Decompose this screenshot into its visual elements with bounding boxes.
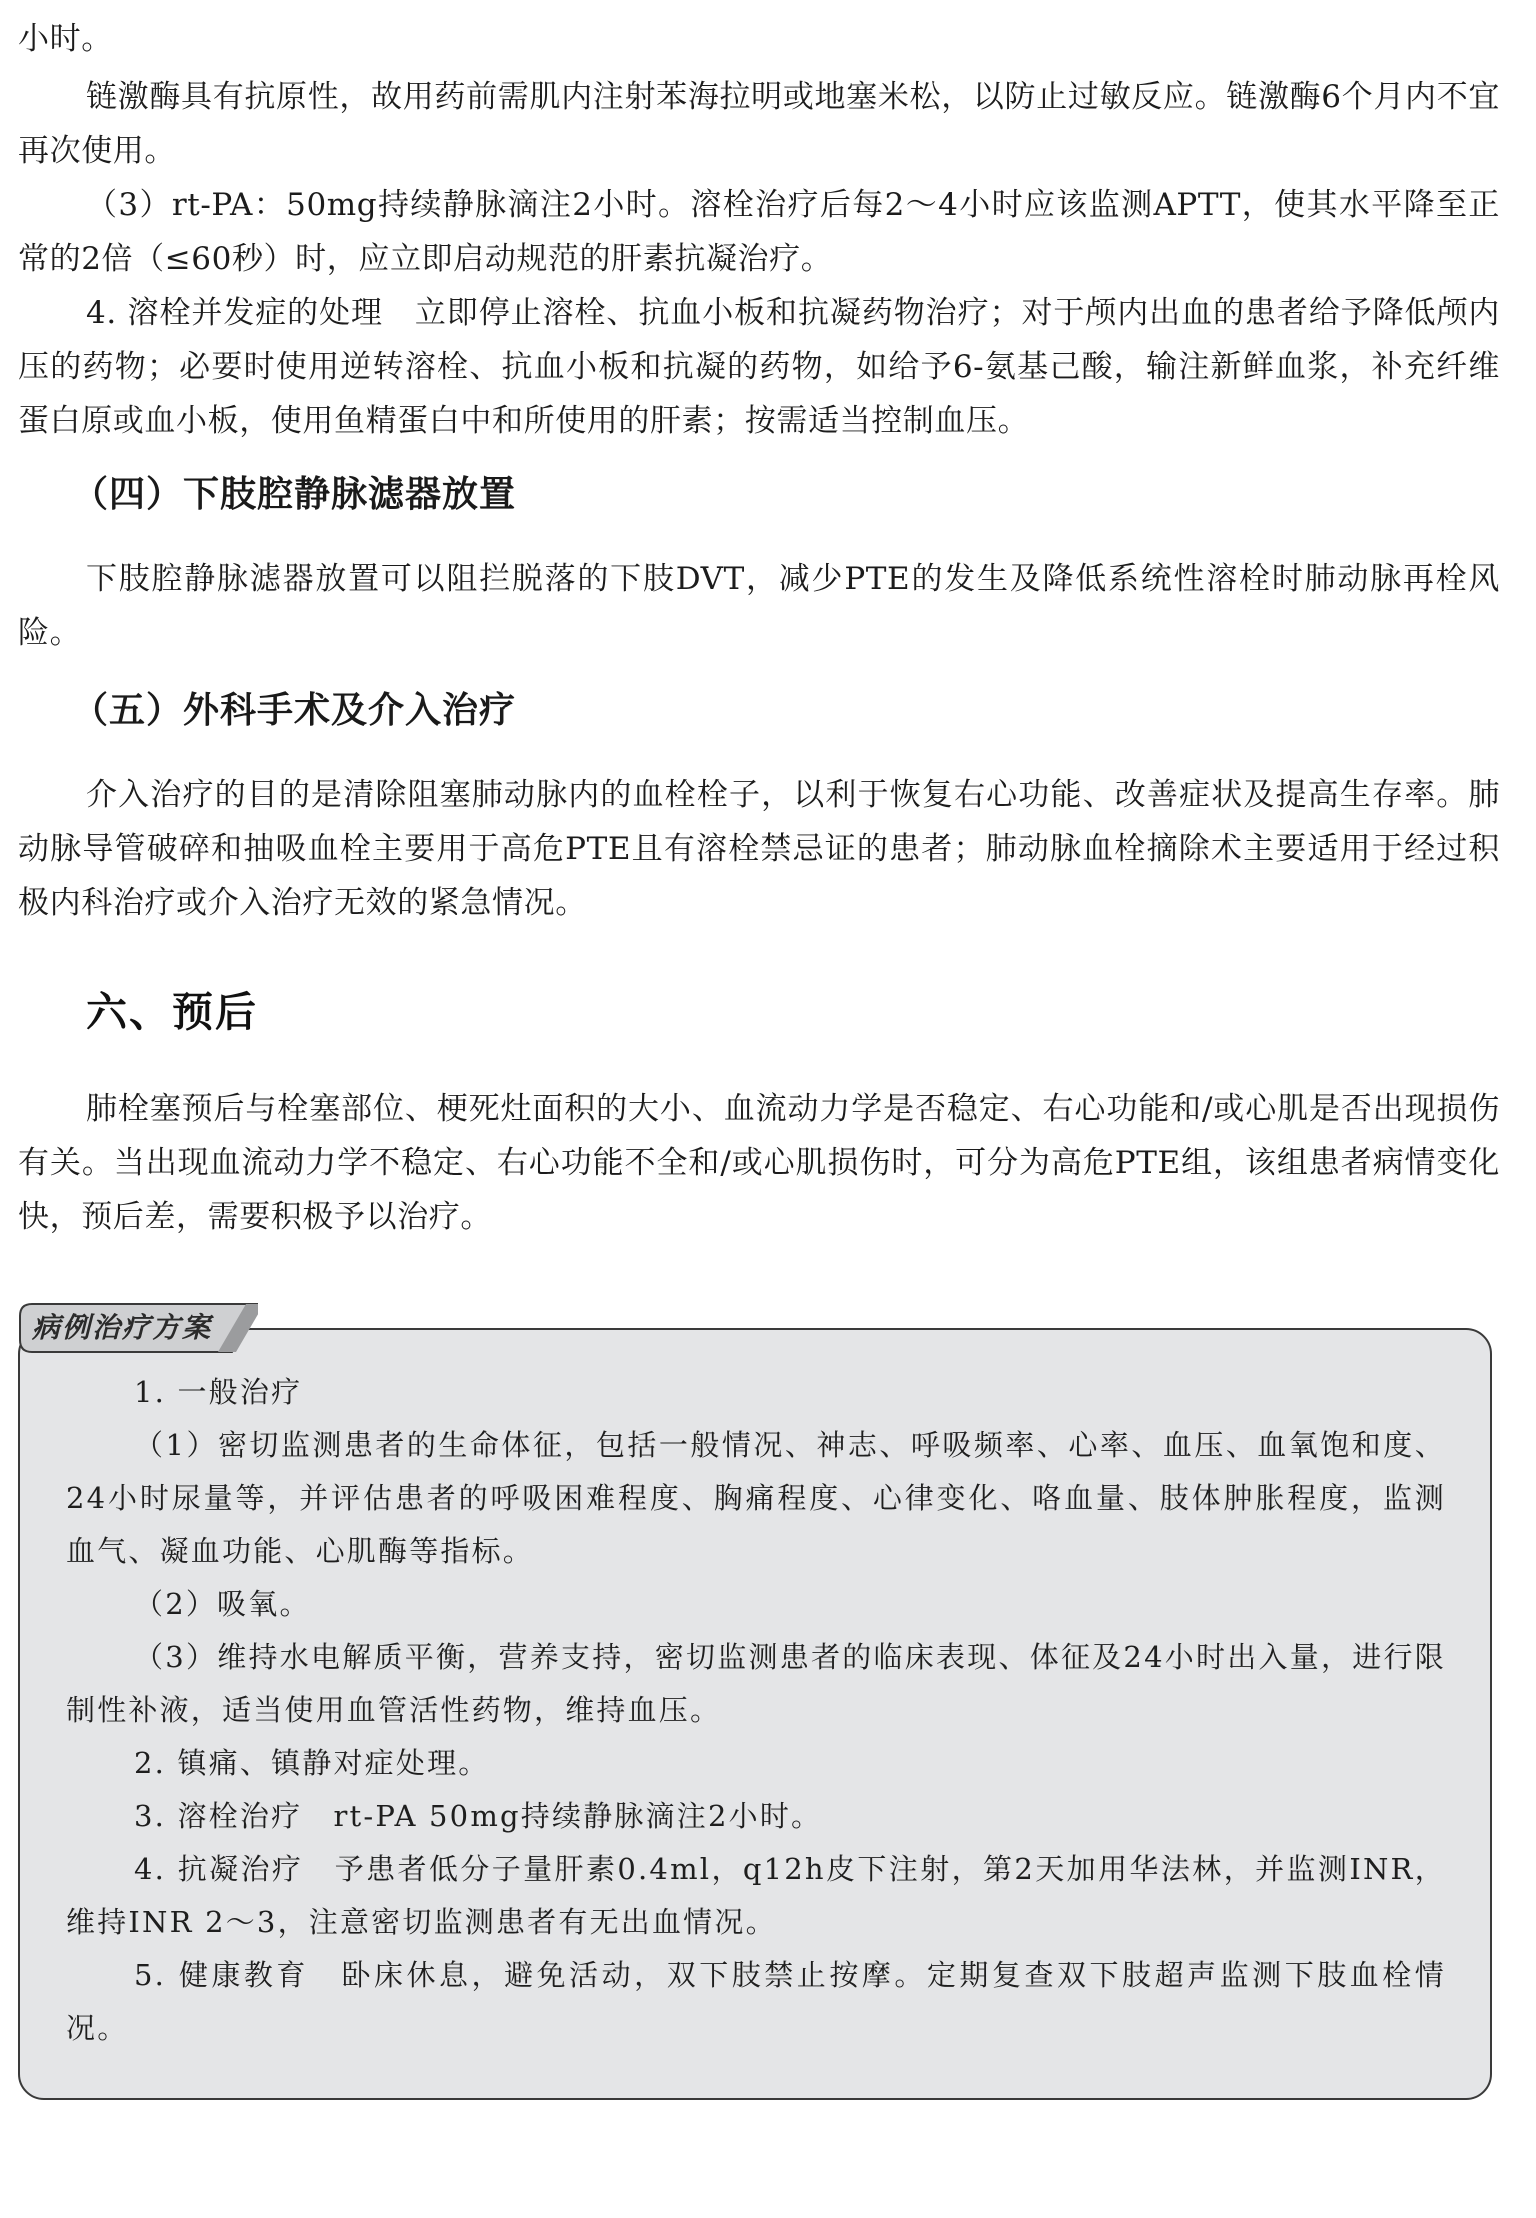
case-item-fluid-balance: （3）维持水电解质平衡，营养支持，密切监测患者的临床表现、体征及24小时出入量，进行限制性补液，适当使用血管活性药物，维持血压。: [66, 1640, 1446, 1727]
heading-vena-cava-filter: （四）下肢腔静脉滤器放置: [72, 474, 517, 515]
paragraph-continuation: 小时。: [18, 21, 113, 57]
case-item-monitoring: （1）密切监测患者的生命体征，包括一般情况、神志、呼吸频率、心率、血压、血氧饱和度、24小时尿量等，并评估患者的呼吸困难程度、胸痛程度、心律变化、咯血量、肢体肿胀程度，监测血气、凝血功能、心肌酶等指标。: [66, 1428, 1446, 1568]
paragraph-vena-cava-filter: 下肢腔静脉滤器放置可以阻拦脱落的下肢DVT，减少PTE的发生及降低系统性溶栓时肺动脉再栓风险。: [18, 561, 1500, 651]
paragraph-rtpa: （3）rt-PA：50mg持续静脉滴注2小时。溶栓治疗后每2～4小时应该监测APTT，使其水平降至正常的2倍（≤60秒）时，应立即启动规范的肝素抗凝治疗。: [18, 187, 1500, 277]
case-item-thrombolysis: 3. 溶栓治疗 rt-PA 50mg持续静脉滴注2小时。: [134, 1799, 823, 1833]
paragraph-streptokinase: 链激酶具有抗原性，故用药前需肌内注射苯海拉明或地塞米松，以防止过敏反应。链激酶6个月内不宜再次使用。: [18, 79, 1500, 169]
case-box-tab-label: 病例治疗方案: [32, 1311, 213, 1344]
case-item-anticoagulation: 4. 抗凝治疗 予患者低分子量肝素0.4ml，q12h皮下注射，第2天加用华法林，并监测INR，维持INR 2～3，注意密切监测患者有无出血情况。: [66, 1852, 1446, 1939]
case-item-health-education: 5. 健康教育 卧床休息，避免活动，双下肢禁止按摩。定期复查双下肢超声监测下肢血栓情况。: [66, 1958, 1446, 2045]
case-item-analgesia: 2. 镇痛、镇静对症处理。: [134, 1746, 490, 1780]
case-item-oxygen: （2）吸氧。: [134, 1587, 311, 1621]
case-item-general-treatment: 1. 一般治疗: [134, 1375, 303, 1409]
case-box-tab: [18, 1302, 258, 1354]
paragraph-prognosis: 肺栓塞预后与栓塞部位、梗死灶面积的大小、血流动力学是否稳定、右心功能和/或心肌是否出现损伤有关。当出现血流动力学不稳定、右心功能不全和/或心肌损伤时，可分为高危PTE组，该组患者病情变化快，预后差，需要积极予以治疗。: [18, 1091, 1500, 1235]
paragraph-complications: 4. 溶栓并发症的处理 立即停止溶栓、抗血小板和抗凝药物治疗；对于颅内出血的患者给予降低颅内压的药物；必要时使用逆转溶栓、抗血小板和抗凝的药物，如给予6-氨基己酸，输注新鲜血浆，补充纤维蛋白原或血小板，使用鱼精蛋白中和所使用的肝素；按需适当控制血压。: [18, 295, 1500, 439]
heading-prognosis: 六、预后: [86, 988, 258, 1036]
heading-surgery-intervention: （五）外科手术及介入治疗: [72, 690, 517, 731]
paragraph-surgery-intervention: 介入治疗的目的是清除阻塞肺动脉内的血栓栓子，以利于恢复右心功能、改善症状及提高生存率。肺动脉导管破碎和抽吸血栓主要用于高危PTE且有溶栓禁忌证的患者；肺动脉血栓摘除术主要适用于经过积极内科治疗或介入治疗无效的紧急情况。: [18, 777, 1500, 921]
